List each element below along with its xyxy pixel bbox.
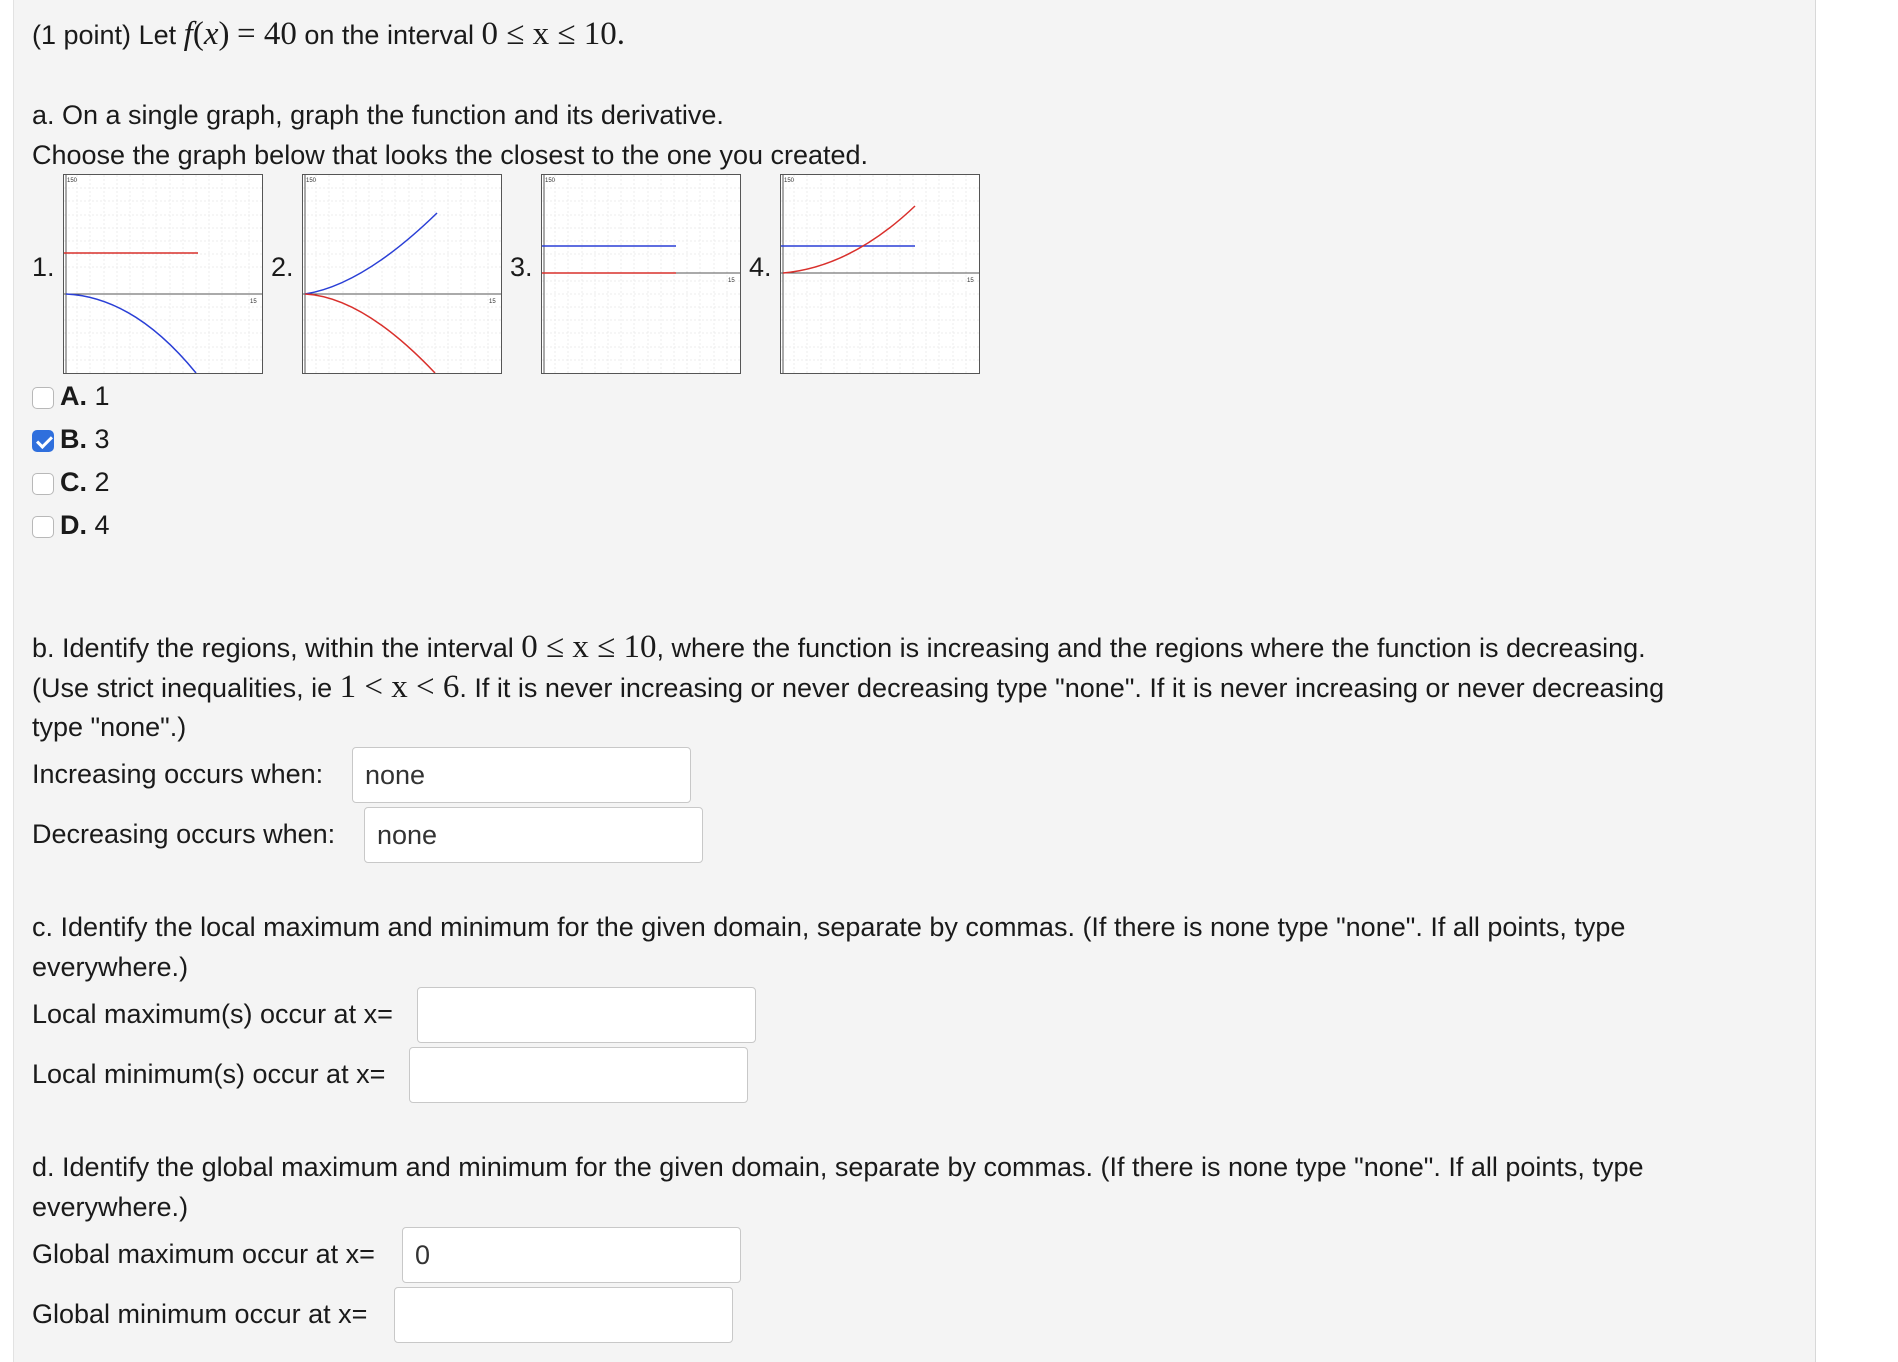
function-value: = 40 (236, 16, 297, 52)
graph-option-4[interactable] (780, 174, 980, 374)
part-b-text: b. Identify the regions, within the interval (32, 633, 514, 663)
checkbox-d[interactable] (32, 516, 54, 538)
choice-letter: A. (60, 381, 87, 411)
part-b-math: 1 < x < 6 (339, 669, 460, 705)
graph-label-1: 1. (32, 252, 55, 282)
axis-top-label: 150 (306, 178, 317, 184)
points-label: (1 point) (32, 20, 132, 50)
choice-c[interactable] (32, 462, 110, 502)
part-a-line1: a. On a single graph, graph the function and its derivative. (32, 100, 724, 130)
part-b-line1 (32, 627, 1646, 668)
graph-label-2: 2. (271, 252, 294, 282)
global-min-label: Global minimum occur at x= (32, 1299, 368, 1329)
axis-right-label: 15 (728, 278, 735, 284)
choice-value: 4 (94, 510, 110, 540)
function-curve (783, 206, 915, 273)
axis-top-label: 150 (545, 178, 556, 184)
graph-label-4: 4. (749, 252, 772, 282)
part-d-line2: everywhere.) (32, 1192, 189, 1222)
checkbox-c[interactable] (32, 473, 54, 495)
local-max-label: Local maximum(s) occur at x= (32, 999, 393, 1029)
part-b-line3: type "none".) (32, 712, 187, 742)
choice-value: 1 (94, 381, 110, 411)
local-min-input[interactable] (409, 1047, 748, 1103)
checkbox-b[interactable] (32, 430, 54, 452)
local-max-input[interactable] (417, 987, 756, 1043)
decreasing-label: Decreasing occurs when: (32, 819, 336, 849)
interval-text: on the interval (304, 20, 474, 50)
part-b-text: . If it is never increasing or never decreasing type "none". If it is never increasing or never decreasing (459, 673, 1665, 703)
part-a-line2: Choose the graph below that looks the closest to the one you created. (32, 140, 869, 170)
graph-label-3: 3. (510, 252, 533, 282)
axis-right-label: 15 (967, 278, 974, 284)
increasing-label: Increasing occurs when: (32, 759, 324, 789)
grid (781, 175, 979, 373)
global-min-input[interactable] (394, 1287, 733, 1343)
choice-letter: C. (60, 467, 87, 497)
increasing-input[interactable] (352, 747, 691, 803)
choice-d[interactable] (32, 505, 110, 545)
axis-top-label: 150 (67, 178, 78, 184)
decreasing-input[interactable] (364, 807, 703, 863)
axis-top-label: 150 (784, 178, 795, 184)
choice-b[interactable] (32, 419, 110, 459)
part-b-line2 (32, 667, 1664, 708)
choice-value: 2 (94, 467, 110, 497)
part-b-text: (Use strict inequalities, ie (32, 673, 333, 703)
global-max-input[interactable] (402, 1227, 741, 1283)
checkbox-a[interactable] (32, 387, 54, 409)
grid (64, 175, 262, 373)
part-c-line2: everywhere.) (32, 952, 189, 982)
choice-value: 3 (94, 424, 110, 454)
part-b-math: 0 ≤ x ≤ 10 (521, 629, 657, 665)
axis-right-label: 15 (250, 299, 257, 305)
choice-letter: D. (60, 510, 87, 540)
choice-letter: B. (60, 424, 87, 454)
intro-text: Let (138, 20, 177, 50)
part-c-line1: c. Identify the local maximum and minimum for the given domain, separate by commas. (If there is none type "none". If all points, type (32, 912, 1626, 942)
graph-option-2[interactable] (302, 174, 502, 374)
interval-math: 0 ≤ x ≤ 10. (481, 16, 625, 52)
graph-option-3[interactable] (541, 174, 741, 374)
graph-option-1[interactable] (63, 174, 263, 374)
part-b-text: , where the function is increasing and the regions where the function is decreasing. (656, 633, 1646, 663)
global-max-label: Global maximum occur at x= (32, 1239, 375, 1269)
axis-right-label: 15 (489, 299, 496, 305)
grid (303, 175, 501, 373)
grid (542, 175, 740, 373)
function-expression: f(x) (183, 16, 230, 52)
choice-a[interactable] (32, 376, 110, 416)
problem-statement (32, 14, 625, 55)
part-d-line1: d. Identify the global maximum and minimum for the given domain, separate by commas. (If there is none type "none". If all points, type (32, 1152, 1644, 1182)
local-min-label: Local minimum(s) occur at x= (32, 1059, 386, 1089)
